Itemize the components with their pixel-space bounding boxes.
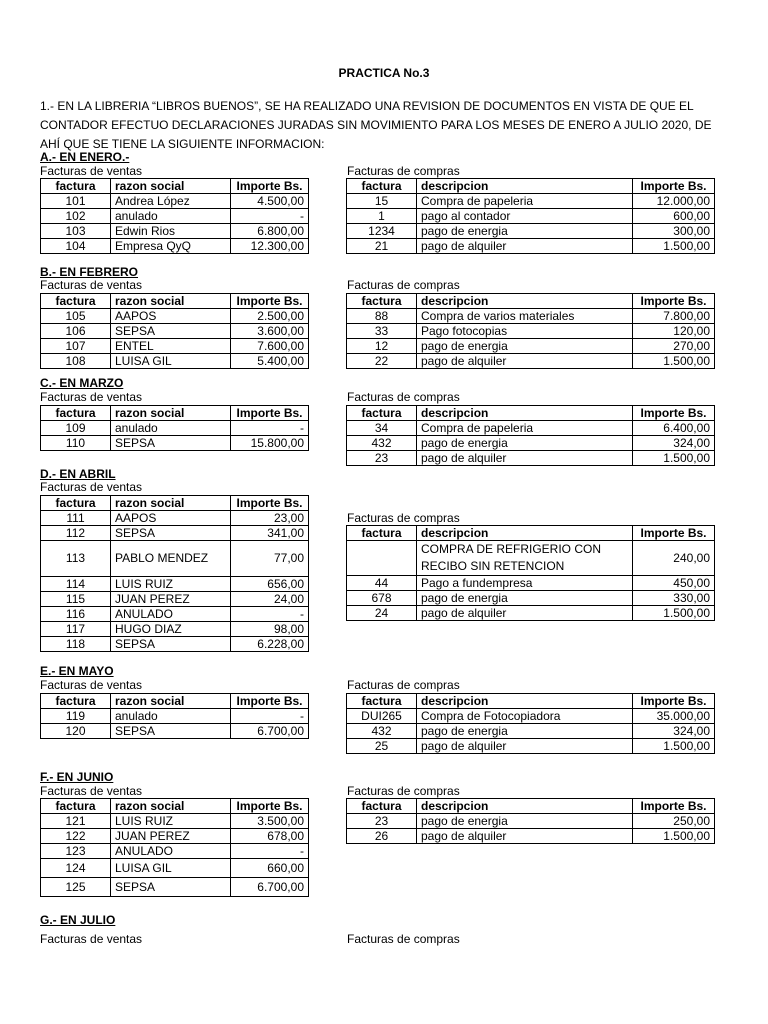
cell-factura: 112: [41, 526, 111, 541]
purchases-caption: Facturas de compras: [347, 511, 460, 525]
table-row: [41, 878, 309, 897]
cell-descripcion: pago de alquiler: [417, 739, 633, 754]
table-row: [347, 814, 715, 829]
cell-factura: 121: [41, 814, 111, 829]
cell-razon: anulado: [111, 421, 231, 436]
cell-razon: Empresa QyQ: [111, 239, 231, 254]
sales-caption: Facturas de ventas: [40, 784, 143, 798]
cell-razon: SEPSA: [111, 526, 231, 541]
cell-importe: 7.600,00: [231, 339, 309, 354]
col-header: Importe Bs.: [633, 526, 715, 541]
sales-table-junio: [40, 798, 309, 897]
cell-importe: 98,00: [231, 622, 309, 637]
cell-importe: 270,00: [633, 339, 715, 354]
table-row: [347, 709, 715, 724]
cell-descripcion: pago de energia: [417, 724, 633, 739]
cell-factura: 107: [41, 339, 111, 354]
cell-importe: 1.500,00: [633, 829, 715, 844]
cell-descripcion: pago de energia: [417, 224, 633, 239]
table-row: [41, 309, 309, 324]
col-header: razon social: [111, 179, 231, 194]
cell-importe: 77,00: [231, 541, 309, 577]
cell-importe: 3.500,00: [231, 814, 309, 829]
col-header: descripcion: [417, 294, 633, 309]
cell-factura: 33: [347, 324, 417, 339]
cell-importe: -: [231, 844, 309, 859]
sales-caption: Facturas de ventas: [40, 278, 143, 292]
cell-importe: 7.800,00: [633, 309, 715, 324]
col-header: factura: [347, 799, 417, 814]
cell-factura: 26: [347, 829, 417, 844]
purchases-table-marzo: [346, 405, 715, 466]
cell-factura: 101: [41, 194, 111, 209]
cell-descripcion: Pago fotocopias: [417, 324, 633, 339]
table-row: [41, 637, 309, 652]
purchases-caption: Facturas de compras: [347, 390, 460, 404]
cell-razon: SEPSA: [111, 724, 231, 739]
table-row: [347, 239, 715, 254]
cell-factura: 106: [41, 324, 111, 339]
cell-factura: 102: [41, 209, 111, 224]
table-row: [347, 739, 715, 754]
cell-importe: 24,00: [231, 592, 309, 607]
table-header-row: [347, 526, 715, 541]
cell-importe: 4.500,00: [231, 194, 309, 209]
cell-factura: 25: [347, 739, 417, 754]
cell-razon: SEPSA: [111, 324, 231, 339]
purchases-table-febrero: [346, 293, 715, 369]
table-row: [41, 541, 309, 577]
col-header: factura: [347, 294, 417, 309]
col-header: descripcion: [417, 799, 633, 814]
cell-importe: 1.500,00: [633, 354, 715, 369]
cell-importe: 1.500,00: [633, 739, 715, 754]
intro-paragraph: [40, 97, 740, 154]
purchases-caption: Facturas de compras: [347, 278, 460, 292]
cell-factura: 44: [347, 576, 417, 591]
cell-factura: 110: [41, 436, 111, 451]
cell-factura: 116: [41, 607, 111, 622]
month-heading-julio: G.- EN JULIO: [40, 913, 116, 927]
cell-importe: 240,00: [633, 541, 715, 576]
cell-importe: 6.700,00: [231, 878, 309, 897]
col-header: Importe Bs.: [231, 799, 309, 814]
cell-descripcion: Compra de papeleria: [417, 194, 633, 209]
col-header: Importe Bs.: [231, 496, 309, 511]
cell-razon: LUISA GIL: [111, 354, 231, 369]
cell-razon: ANULADO: [111, 607, 231, 622]
table-row: [41, 859, 309, 878]
col-header: factura: [41, 406, 111, 421]
table-row: [347, 421, 715, 436]
cell-razon: Andrea López: [111, 194, 231, 209]
table-row: [41, 324, 309, 339]
table-row: [41, 339, 309, 354]
cell-razon: ANULADO: [111, 844, 231, 859]
table-row: [347, 339, 715, 354]
cell-importe: 1.500,00: [633, 451, 715, 466]
table-row: [41, 436, 309, 451]
table-header-row: [347, 694, 715, 709]
cell-razon: AAPOS: [111, 511, 231, 526]
sales-caption: Facturas de ventas: [40, 678, 143, 692]
cell-importe: 3.600,00: [231, 324, 309, 339]
cell-importe: -: [231, 607, 309, 622]
cell-importe: 12.300,00: [231, 239, 309, 254]
cell-factura: 88: [347, 309, 417, 324]
cell-razon: anulado: [111, 709, 231, 724]
cell-razon: SEPSA: [111, 637, 231, 652]
purchases-table-abril: [346, 525, 715, 621]
cell-razon: PABLO MENDEZ: [111, 541, 231, 577]
cell-razon: LUIS RUIZ: [111, 577, 231, 592]
cell-importe: 23,00: [231, 511, 309, 526]
cell-descripcion: pago de energia: [417, 591, 633, 606]
cell-importe: 5.400,00: [231, 354, 309, 369]
cell-factura: 115: [41, 592, 111, 607]
cell-factura: 104: [41, 239, 111, 254]
table-row: [347, 309, 715, 324]
table-row: [347, 829, 715, 844]
cell-factura: 23: [347, 814, 417, 829]
cell-importe: 450,00: [633, 576, 715, 591]
cell-descripcion: pago de alquiler: [417, 354, 633, 369]
col-header: Importe Bs.: [231, 694, 309, 709]
table-header-row: [347, 406, 715, 421]
col-header: factura: [41, 799, 111, 814]
cell-importe: 660,00: [231, 859, 309, 878]
col-header: razon social: [111, 496, 231, 511]
cell-importe: 12.000,00: [633, 194, 715, 209]
cell-razon: Edwin Rios: [111, 224, 231, 239]
table-header-row: [41, 799, 309, 814]
sales-table-abril: [40, 495, 309, 652]
sales-table-mayo: [40, 693, 309, 739]
purchases-table-mayo: [346, 693, 715, 754]
table-row: [347, 324, 715, 339]
intro-line: AHÍ QUE SE TIENE LA SIGUIENTE INFORMACION:: [40, 137, 325, 151]
col-header: factura: [347, 526, 417, 541]
table-row: [41, 239, 309, 254]
cell-importe: 2.500,00: [231, 309, 309, 324]
col-header: razon social: [111, 406, 231, 421]
col-header: razon social: [111, 799, 231, 814]
cell-razon: LUISA GIL: [111, 859, 231, 878]
purchases-table-enero: [346, 178, 715, 254]
cell-factura: 123: [41, 844, 111, 859]
purchases-caption: Facturas de compras: [347, 932, 460, 946]
cell-factura: 23: [347, 451, 417, 466]
col-header: descripcion: [417, 694, 633, 709]
cell-descripcion: pago de alquiler: [417, 606, 633, 621]
col-header: Importe Bs.: [633, 406, 715, 421]
col-header: Importe Bs.: [633, 694, 715, 709]
month-heading-febrero: B.- EN FEBRERO: [40, 265, 139, 279]
cell-importe: 6.400,00: [633, 421, 715, 436]
cell-importe: 6.800,00: [231, 224, 309, 239]
cell-factura: 120: [41, 724, 111, 739]
cell-factura: 124: [41, 859, 111, 878]
cell-factura: 119: [41, 709, 111, 724]
table-header-row: [41, 496, 309, 511]
col-header: Importe Bs.: [633, 799, 715, 814]
cell-factura: 15: [347, 194, 417, 209]
col-header: factura: [347, 406, 417, 421]
table-row: [347, 576, 715, 591]
sales-caption: Facturas de ventas: [40, 932, 143, 946]
purchases-caption: Facturas de compras: [347, 164, 460, 178]
cell-factura: [347, 541, 417, 576]
sales-caption: Facturas de ventas: [40, 390, 143, 404]
cell-importe: 6.228,00: [231, 637, 309, 652]
cell-factura: 21: [347, 239, 417, 254]
cell-descripcion: Compra de papeleria: [417, 421, 633, 436]
table-row: [41, 592, 309, 607]
cell-factura: 103: [41, 224, 111, 239]
col-header: razon social: [111, 694, 231, 709]
cell-factura: 118: [41, 637, 111, 652]
month-heading-abril: D.- EN ABRIL: [40, 467, 116, 481]
col-header: Importe Bs.: [633, 179, 715, 194]
table-row: [41, 577, 309, 592]
table-row: [41, 844, 309, 859]
col-header: factura: [347, 694, 417, 709]
table-row: [41, 829, 309, 844]
cell-razon: SEPSA: [111, 436, 231, 451]
sales-table-febrero: [40, 293, 309, 369]
cell-razon: JUAN PEREZ: [111, 829, 231, 844]
table-row: [347, 209, 715, 224]
purchases-caption: Facturas de compras: [347, 784, 460, 798]
cell-descripcion: pago de alquiler: [417, 829, 633, 844]
table-header-row: [347, 179, 715, 194]
table-header-row: [41, 179, 309, 194]
cell-razon: anulado: [111, 209, 231, 224]
cell-factura: 114: [41, 577, 111, 592]
cell-importe: 330,00: [633, 591, 715, 606]
month-heading-mayo: E.- EN MAYO: [40, 664, 114, 678]
cell-descripcion: Compra de Fotocopiadora: [417, 709, 633, 724]
cell-razon: LUIS RUIZ: [111, 814, 231, 829]
purchases-caption: Facturas de compras: [347, 678, 460, 692]
cell-razon: JUAN PEREZ: [111, 592, 231, 607]
cell-factura: 111: [41, 511, 111, 526]
cell-importe: 1.500,00: [633, 239, 715, 254]
cell-descripcion: pago de energia: [417, 339, 633, 354]
cell-factura: 12: [347, 339, 417, 354]
cell-importe: -: [231, 709, 309, 724]
cell-descripcion: pago de energia: [417, 436, 633, 451]
col-header: Importe Bs.: [231, 294, 309, 309]
cell-descripcion: pago al contador: [417, 209, 633, 224]
col-header: Importe Bs.: [633, 294, 715, 309]
cell-importe: 678,00: [231, 829, 309, 844]
table-row: [41, 421, 309, 436]
col-header: descripcion: [417, 406, 633, 421]
intro-line: CONTADOR EFECTUO DECLARACIONES JURADAS SIN MOVIMIENTO PARA LOS MESES DE ENERO A JULIO 2020, DE: [40, 118, 712, 132]
cell-importe: 341,00: [231, 526, 309, 541]
cell-factura: 109: [41, 421, 111, 436]
cell-descripcion: pago de alquiler: [417, 239, 633, 254]
cell-descripcion: Pago a fundempresa: [417, 576, 633, 591]
table-row: [41, 724, 309, 739]
sales-caption: Facturas de ventas: [40, 164, 143, 178]
month-heading-marzo: C.- EN MARZO: [40, 376, 124, 390]
sales-caption: Facturas de ventas: [40, 480, 143, 494]
table-row: [347, 724, 715, 739]
cell-factura: 432: [347, 436, 417, 451]
cell-razon: SEPSA: [111, 878, 231, 897]
table-row: [347, 224, 715, 239]
cell-factura: 125: [41, 878, 111, 897]
table-row: [347, 451, 715, 466]
table-row: [347, 194, 715, 209]
table-row: [41, 709, 309, 724]
table-row: [347, 541, 715, 576]
col-header: factura: [41, 294, 111, 309]
cell-importe: 300,00: [633, 224, 715, 239]
cell-importe: 6.700,00: [231, 724, 309, 739]
cell-importe: 120,00: [633, 324, 715, 339]
table-header-row: [41, 694, 309, 709]
cell-razon: HUGO DIAZ: [111, 622, 231, 637]
month-heading-enero: A.- EN ENERO.-: [40, 150, 130, 164]
table-row: [41, 511, 309, 526]
cell-factura: 1234: [347, 224, 417, 239]
table-row: [41, 814, 309, 829]
table-row: [41, 607, 309, 622]
cell-importe: -: [231, 421, 309, 436]
table-header-row: [347, 294, 715, 309]
cell-factura: 108: [41, 354, 111, 369]
table-row: [41, 354, 309, 369]
cell-factura: 24: [347, 606, 417, 621]
col-header: Importe Bs.: [231, 406, 309, 421]
cell-importe: 250,00: [633, 814, 715, 829]
col-header: factura: [41, 496, 111, 511]
col-header: Importe Bs.: [231, 179, 309, 194]
cell-importe: 1.500,00: [633, 606, 715, 621]
cell-importe: 656,00: [231, 577, 309, 592]
sales-table-marzo: [40, 405, 309, 451]
cell-importe: 35.000,00: [633, 709, 715, 724]
cell-importe: 324,00: [633, 724, 715, 739]
cell-factura: 117: [41, 622, 111, 637]
intro-line: 1.- EN LA LIBRERIA “LIBROS BUENOS”, SE HA REALIZADO UNA REVISION DE DOCUMENTOS EN VISTA DE QUE EL: [40, 99, 694, 113]
sales-table-enero: [40, 178, 309, 254]
col-header: descripcion: [417, 526, 633, 541]
table-row: [41, 194, 309, 209]
purchases-table-junio: [346, 798, 715, 844]
table-row: [41, 224, 309, 239]
page-title: PRACTICA No.3: [338, 66, 430, 80]
table-row: [347, 591, 715, 606]
table-header-row: [41, 406, 309, 421]
col-header: factura: [41, 179, 111, 194]
table-row: [41, 622, 309, 637]
cell-factura: 22: [347, 354, 417, 369]
cell-razon: AAPOS: [111, 309, 231, 324]
cell-descripcion: pago de alquiler: [417, 451, 633, 466]
cell-factura: DUI265: [347, 709, 417, 724]
table-row: [41, 209, 309, 224]
col-header: razon social: [111, 294, 231, 309]
cell-factura: 678: [347, 591, 417, 606]
col-header: factura: [347, 179, 417, 194]
cell-importe: 324,00: [633, 436, 715, 451]
cell-factura: 34: [347, 421, 417, 436]
table-row: [41, 526, 309, 541]
cell-factura: 432: [347, 724, 417, 739]
table-row: [347, 436, 715, 451]
cell-importe: 600,00: [633, 209, 715, 224]
cell-importe: -: [231, 209, 309, 224]
col-header: descripcion: [417, 179, 633, 194]
cell-factura: 122: [41, 829, 111, 844]
cell-factura: 113: [41, 541, 111, 577]
cell-razon: ENTEL: [111, 339, 231, 354]
cell-descripcion: Compra de varios materiales: [417, 309, 633, 324]
table-header-row: [41, 294, 309, 309]
cell-importe: 15.800,00: [231, 436, 309, 451]
cell-descripcion: pago de energia: [417, 814, 633, 829]
col-header: factura: [41, 694, 111, 709]
cell-factura: 1: [347, 209, 417, 224]
cell-descripcion: COMPRA DE REFRIGERIO CON RECIBO SIN RETENCION: [417, 541, 633, 576]
table-row: [347, 606, 715, 621]
month-heading-junio: F.- EN JUNIO: [40, 770, 114, 784]
table-header-row: [347, 799, 715, 814]
table-row: [347, 354, 715, 369]
cell-factura: 105: [41, 309, 111, 324]
